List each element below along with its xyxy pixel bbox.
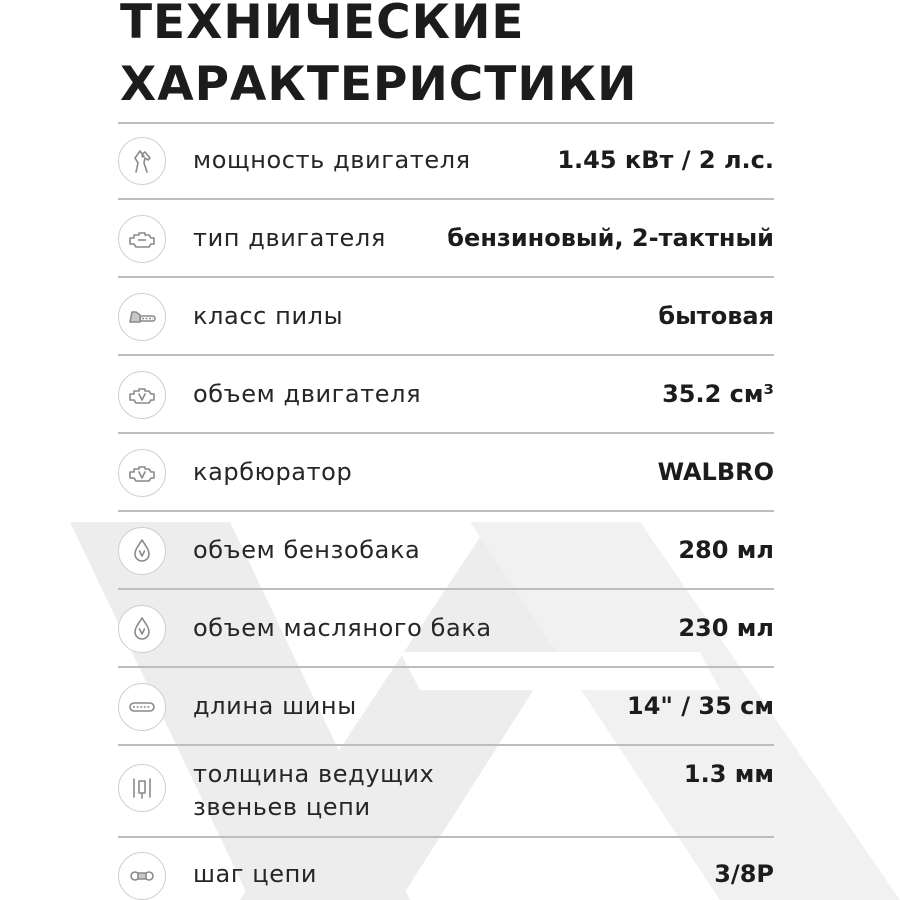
spec-value: 14" / 35 см <box>627 692 774 720</box>
spec-label: шаг цепи <box>193 860 318 888</box>
spec-row-carburetor <box>118 434 774 512</box>
fuel-drop-icon <box>118 527 166 575</box>
spec-label: тип двигателя <box>193 224 386 252</box>
spec-value: 35.2 см³ <box>662 380 774 408</box>
spec-label: объем двигателя <box>193 380 422 408</box>
spec-row-engine-type <box>118 200 774 278</box>
engine-icon <box>118 215 166 263</box>
spec-label: объем масляного бака <box>193 614 492 642</box>
carburetor-icon <box>118 449 166 497</box>
page-title-line-2: ХАРАКТЕРИСТИКИ <box>120 57 638 112</box>
spec-label: объем бензобака <box>193 536 421 564</box>
spec-value: бензиновый, 2-тактный <box>447 224 774 252</box>
horse-power-icon <box>118 137 166 185</box>
spec-row-engine-volume <box>118 356 774 434</box>
spec-value: 280 мл <box>678 536 774 564</box>
spec-row-bar-length <box>118 668 774 746</box>
chainsaw-icon <box>118 293 166 341</box>
spec-label: карбюратор <box>193 458 353 486</box>
spec-row-engine-power <box>118 122 774 200</box>
chain-pitch-icon <box>118 852 166 900</box>
spec-label: длина шины <box>193 692 357 720</box>
page-title <box>120 0 637 116</box>
spec-value: бытовая <box>658 302 774 330</box>
spec-row-oil-tank <box>118 590 774 668</box>
spec-value: 1.3 мм <box>683 760 774 788</box>
page-title-line-1: ТЕХНИЧЕСКИЕ <box>120 0 525 50</box>
spec-row-chain-pitch <box>118 838 774 900</box>
oil-drop-icon <box>118 605 166 653</box>
spec-label: класс пилы <box>193 302 344 330</box>
spec-value: 230 мл <box>678 614 774 642</box>
chain-bar-icon <box>118 683 166 731</box>
spec-label: толщина ведущих звеньев цепи <box>193 760 435 821</box>
spec-value: 1.45 кВт / 2 л.с. <box>557 146 774 174</box>
spec-row-saw-class <box>118 278 774 356</box>
spec-row-fuel-tank <box>118 512 774 590</box>
spec-value: WALBRO <box>657 458 774 486</box>
engine-volume-icon <box>118 371 166 419</box>
chain-gauge-icon <box>118 764 166 812</box>
spec-label: мощность двигателя <box>193 146 471 174</box>
spec-row-drive-link-gauge <box>118 746 774 838</box>
spec-value: 3/8P <box>714 860 774 888</box>
